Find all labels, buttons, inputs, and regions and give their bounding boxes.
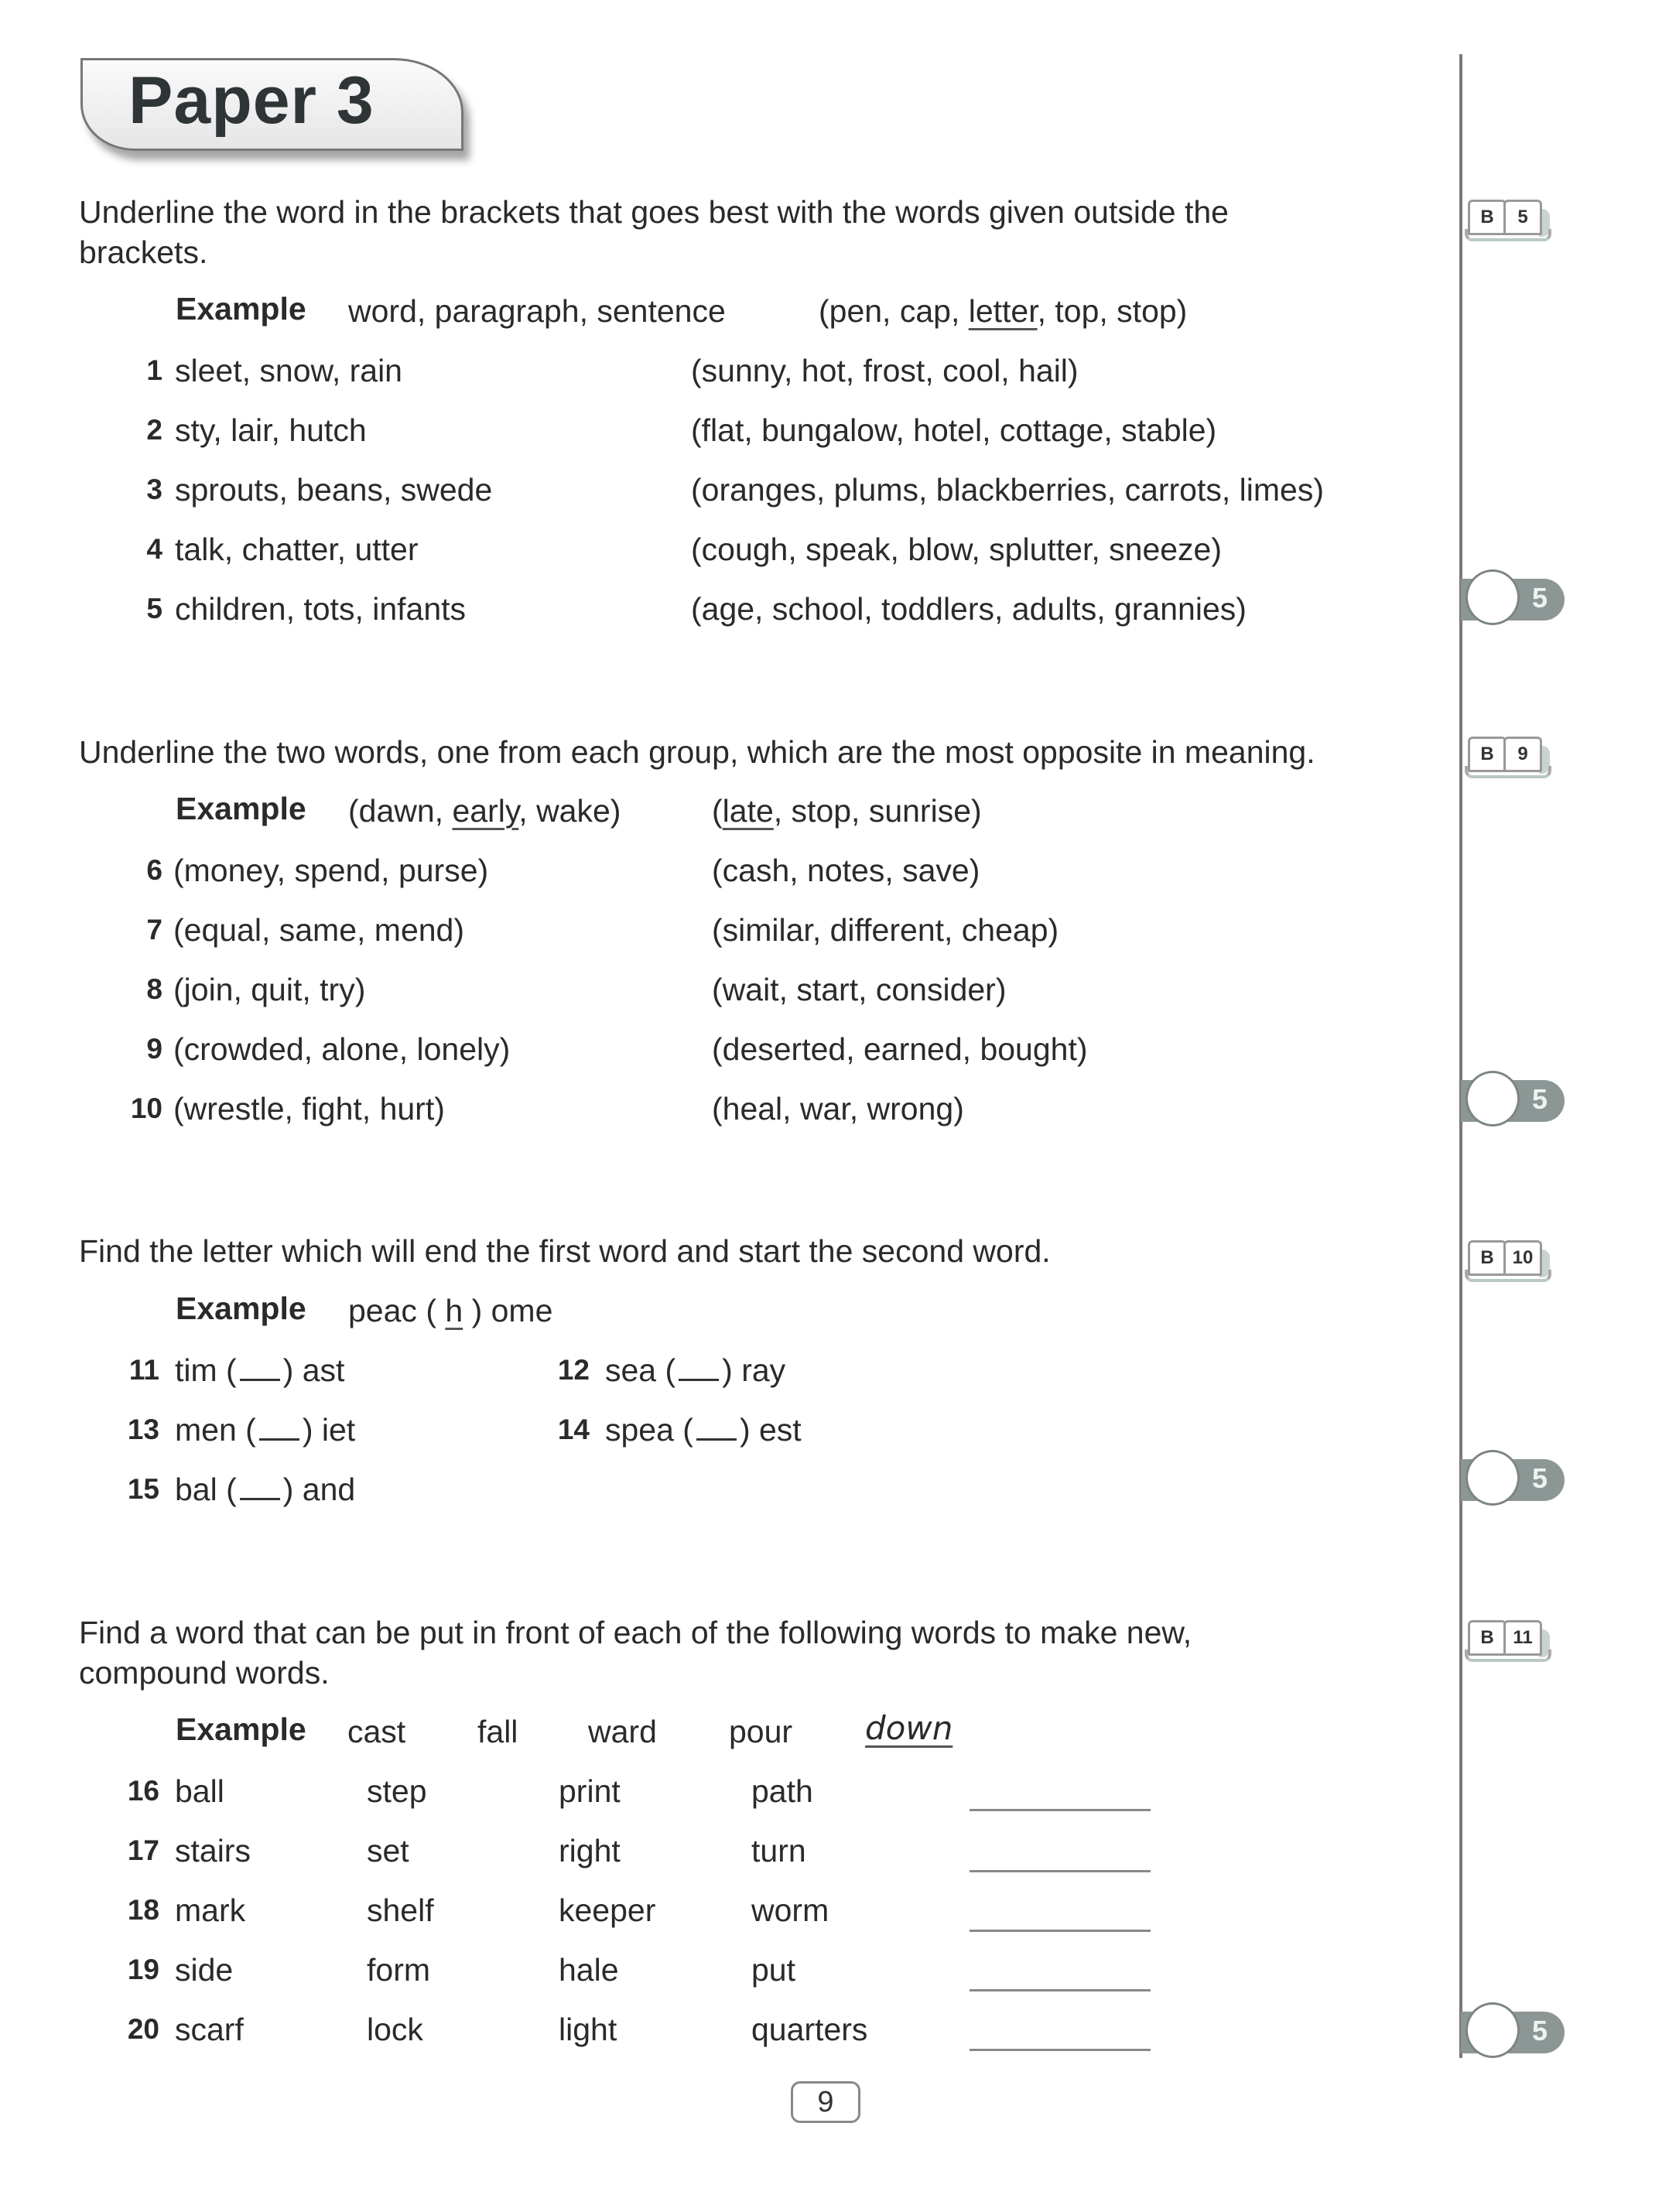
question-number: 16 xyxy=(127,1775,159,1807)
question-number: 19 xyxy=(127,1954,159,1985)
first-word: bal ( xyxy=(175,1472,237,1507)
question-number: 15 xyxy=(127,1473,159,1505)
question-group-2[interactable]: (cash, notes, save) xyxy=(712,853,980,888)
question-group-2[interactable]: (similar, different, cheap) xyxy=(712,912,1059,948)
example-underlined-answer: early xyxy=(452,793,519,829)
question-number: 2 xyxy=(146,414,162,446)
book-reference-icon xyxy=(1465,1615,1548,1662)
question-number: 20 xyxy=(127,2013,159,2045)
book-reference-icon xyxy=(1465,195,1548,241)
question-number: 13 xyxy=(127,1414,159,1445)
example-letter-bridge: peac ( h ) ome xyxy=(348,1293,553,1328)
second-word: ) iet xyxy=(302,1412,356,1448)
first-word: spea ( xyxy=(605,1412,693,1448)
compound-word: lock xyxy=(367,2012,423,2047)
section-2-instruction: Underline the two words, one from each group, which are the most opposite in meaning. xyxy=(79,734,1315,770)
question-letter-bridge xyxy=(605,1350,785,1390)
answer-line[interactable] xyxy=(970,1870,1151,1872)
score-input-circle[interactable] xyxy=(1466,1450,1520,1506)
compound-word: hale xyxy=(559,1952,619,1988)
score-total: 5 xyxy=(1532,2015,1548,2046)
question-given-words: sprouts, beans, swede xyxy=(175,472,493,508)
answer-line[interactable] xyxy=(970,1930,1151,1932)
score-total: 5 xyxy=(1532,582,1548,614)
question-number: 18 xyxy=(127,1894,159,1926)
letter-blank[interactable] xyxy=(679,1356,719,1381)
example-second-word: ome xyxy=(491,1293,553,1328)
example-given-words: word, paragraph, sentence xyxy=(348,293,726,329)
score-input-circle[interactable] xyxy=(1466,569,1520,625)
reference-number: 10 xyxy=(1503,1240,1542,1276)
letter-blank[interactable] xyxy=(259,1415,299,1441)
compound-word: set xyxy=(367,1833,409,1868)
page-title: Paper 3 xyxy=(128,63,374,138)
letter-blank[interactable] xyxy=(696,1415,737,1441)
example-first-word: peac xyxy=(348,1293,417,1328)
compound-word: worm xyxy=(751,1892,829,1928)
question-number: 6 xyxy=(146,854,162,886)
score-input-circle[interactable] xyxy=(1466,2002,1520,2058)
question-group-1[interactable]: (wrestle, fight, hurt) xyxy=(173,1091,445,1127)
score-input-circle[interactable] xyxy=(1466,1071,1520,1127)
example-text: ( xyxy=(712,793,723,829)
example-group-2 xyxy=(712,791,982,831)
section-4-instruction-line-1: Find a word that can be put in front of each of the following words to make new, xyxy=(79,1615,1192,1650)
compound-word: print xyxy=(559,1773,621,1809)
example-underlined-answer: letter xyxy=(968,293,1038,329)
question-options[interactable]: (oranges, plums, blackberries, carrots, limes) xyxy=(691,472,1324,508)
question-given-words: talk, chatter, utter xyxy=(175,532,419,567)
page-number: 9 xyxy=(791,2081,860,2123)
compound-word: step xyxy=(367,1773,427,1809)
example-options xyxy=(819,291,1187,331)
question-number: 17 xyxy=(127,1834,159,1866)
reference-letter: B xyxy=(1468,200,1507,235)
example-underlined-answer: late xyxy=(722,793,774,829)
question-number: 7 xyxy=(146,914,162,945)
second-word: ) ast xyxy=(282,1352,345,1388)
question-letter-bridge xyxy=(175,1350,344,1390)
compound-word: turn xyxy=(751,1833,806,1868)
compound-word: light xyxy=(559,2012,617,2047)
first-word: men ( xyxy=(175,1412,256,1448)
question-options[interactable]: (sunny, hot, frost, cool, hail) xyxy=(691,353,1079,388)
compound-word: keeper xyxy=(559,1892,656,1928)
question-letter-bridge xyxy=(175,1469,355,1509)
score-total: 5 xyxy=(1532,1083,1548,1115)
reference-letter: B xyxy=(1468,1620,1507,1656)
compound-word: ball xyxy=(175,1773,224,1809)
example-word: pour xyxy=(729,1714,793,1749)
section-3-instruction: Find the letter which will end the first word and start the second word. xyxy=(79,1233,1051,1269)
book-reference-icon xyxy=(1465,1236,1548,1282)
question-letter-bridge xyxy=(175,1410,355,1450)
score-box[interactable] xyxy=(1461,1071,1569,1128)
example-options-prefix: (pen, cap, xyxy=(819,293,969,329)
question-group-2[interactable]: (heal, war, wrong) xyxy=(712,1091,964,1127)
compound-word: form xyxy=(367,1952,430,1988)
compound-word: put xyxy=(751,1952,795,1988)
reference-number: 11 xyxy=(1503,1620,1542,1656)
second-word: ) ray xyxy=(722,1352,786,1388)
section-4-instruction-line-2: compound words. xyxy=(79,1655,330,1691)
question-options[interactable]: (flat, bungalow, hotel, cottage, stable) xyxy=(691,412,1217,448)
question-letter-bridge xyxy=(605,1410,802,1450)
question-number: 4 xyxy=(146,533,162,565)
reference-letter: B xyxy=(1468,737,1507,772)
question-given-words: sty, lair, hutch xyxy=(175,412,367,448)
letter-blank[interactable] xyxy=(240,1356,280,1381)
example-answer-letter: h xyxy=(445,1293,463,1328)
example-label: Example xyxy=(176,791,306,826)
example-label: Example xyxy=(176,1291,306,1326)
compound-word: shelf xyxy=(367,1892,434,1928)
question-group-2[interactable]: (deserted, earned, bought) xyxy=(712,1031,1088,1067)
compound-word: stairs xyxy=(175,1833,251,1868)
compound-word: quarters xyxy=(751,2012,868,2047)
section-1-instruction-line-2: brackets. xyxy=(79,234,208,270)
compound-word: scarf xyxy=(175,2012,244,2047)
example-word: fall xyxy=(477,1714,518,1749)
compound-word: right xyxy=(559,1833,621,1868)
answer-line[interactable] xyxy=(970,2049,1151,2051)
book-reference-icon xyxy=(1465,732,1548,778)
margin-divider xyxy=(1459,54,1462,2058)
question-given-words: sleet, snow, rain xyxy=(175,353,402,388)
first-word: tim ( xyxy=(175,1352,237,1388)
reference-letter: B xyxy=(1468,1240,1507,1276)
question-group-1[interactable]: (equal, same, mend) xyxy=(173,912,465,948)
question-number: 10 xyxy=(130,1092,162,1124)
example-word: cast xyxy=(347,1714,406,1749)
example-word: ward xyxy=(588,1714,657,1749)
question-given-words: children, tots, infants xyxy=(175,591,467,627)
question-options[interactable]: (age, school, toddlers, adults, grannies) xyxy=(691,591,1247,627)
question-group-1[interactable]: (join, quit, try) xyxy=(173,972,366,1007)
paper-title-tab xyxy=(80,58,463,151)
answer-line[interactable] xyxy=(970,1989,1151,1991)
example-text: (dawn, xyxy=(348,793,453,829)
score-total: 5 xyxy=(1532,1462,1548,1494)
example-label: Example xyxy=(176,291,306,327)
section-1-instruction-line-1: Underline the word in the brackets that goes best with the words given outside the xyxy=(79,194,1229,230)
example-options-suffix: , top, stop) xyxy=(1037,293,1188,329)
question-number: 8 xyxy=(146,973,162,1005)
example-text: , wake) xyxy=(518,793,621,829)
question-group-1[interactable]: (crowded, alone, lonely) xyxy=(173,1031,511,1067)
question-number: 1 xyxy=(146,354,162,386)
question-number: 3 xyxy=(146,474,162,505)
question-number: 11 xyxy=(128,1354,159,1386)
example-answer: down xyxy=(865,1709,953,1747)
letter-blank[interactable] xyxy=(240,1475,280,1500)
reference-number: 9 xyxy=(1503,737,1542,772)
reference-number: 5 xyxy=(1503,200,1542,235)
compound-word: mark xyxy=(175,1892,246,1928)
compound-word: side xyxy=(175,1952,234,1988)
question-group-1[interactable]: (money, spend, purse) xyxy=(173,853,489,888)
score-box[interactable] xyxy=(1461,569,1569,627)
question-number: 5 xyxy=(146,593,162,624)
score-box[interactable] xyxy=(1461,2002,1569,2060)
example-group-1 xyxy=(348,791,621,831)
question-options[interactable]: (cough, speak, blow, splutter, sneeze) xyxy=(691,532,1223,567)
score-box[interactable] xyxy=(1461,1450,1569,1507)
question-group-2[interactable]: (wait, start, consider) xyxy=(712,972,1007,1007)
question-number: 9 xyxy=(146,1033,162,1065)
first-word: sea ( xyxy=(605,1352,676,1388)
second-word: ) est xyxy=(739,1412,802,1448)
answer-line[interactable] xyxy=(970,1809,1151,1811)
example-text: , stop, sunrise) xyxy=(773,793,982,829)
question-number: 14 xyxy=(557,1414,590,1445)
question-number: 12 xyxy=(557,1354,590,1386)
second-word: ) and xyxy=(282,1472,356,1507)
compound-word: path xyxy=(751,1773,813,1809)
example-label: Example xyxy=(176,1711,306,1747)
